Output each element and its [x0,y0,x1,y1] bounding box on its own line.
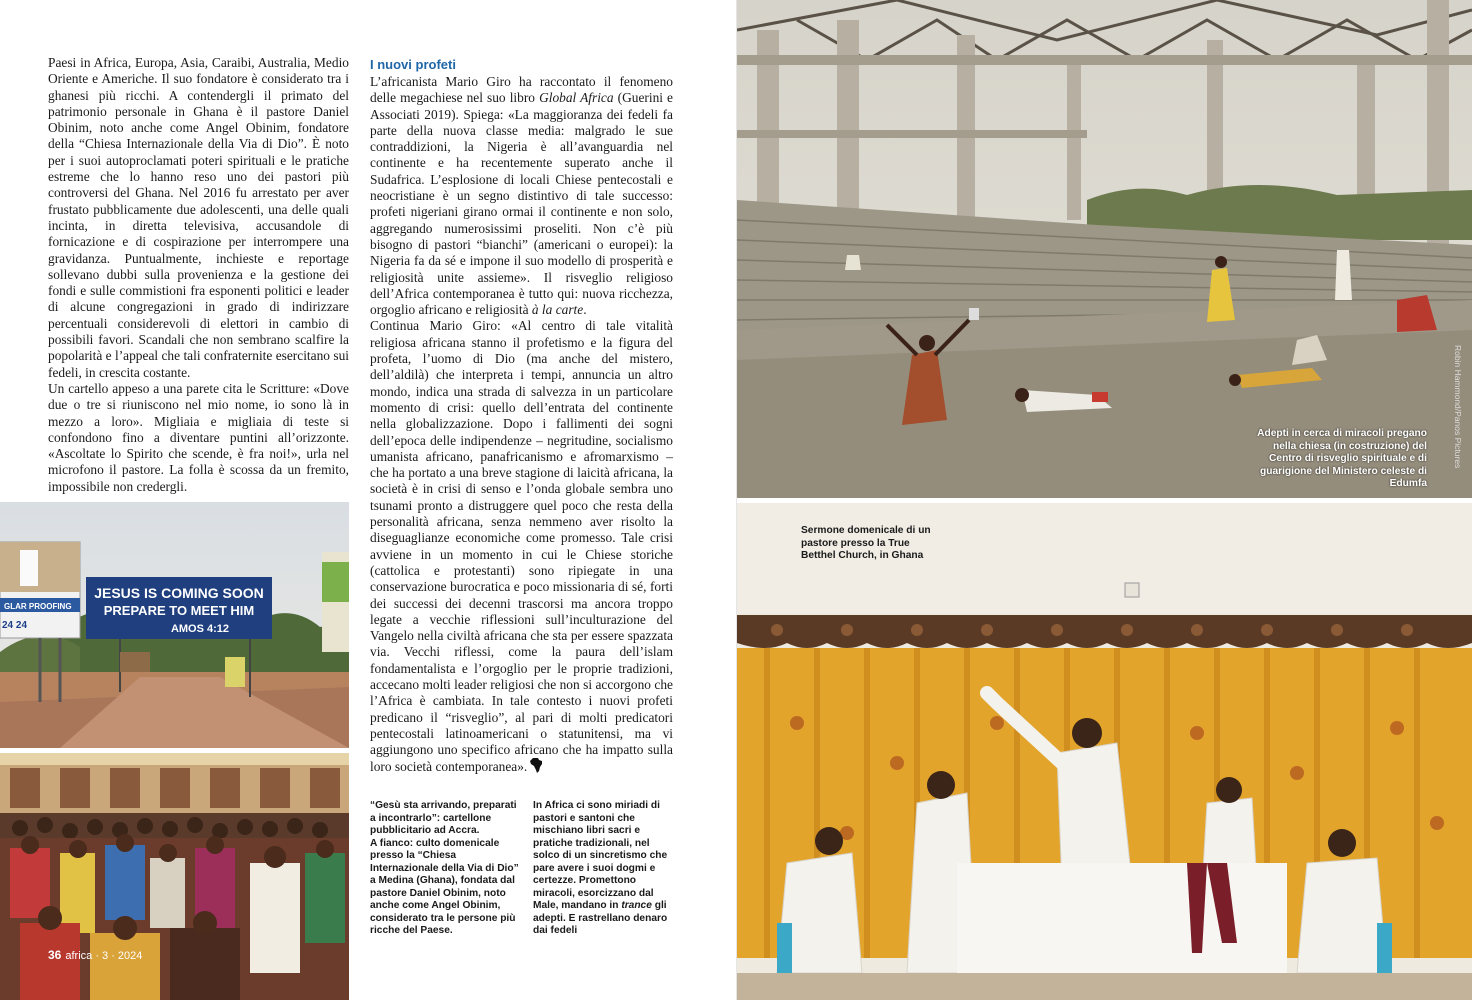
billboard-caption: “Gesù sta arrivando, preparati a incontrarlo”: cartellone pubblicitario ad Accra. A fianco: culto domenicale presso la “Chiesa Internazionale della Via di Dio” a Medina (Ghana), fondata dal pastore Daniel Obinim, noto anche come Angel Obinim, considerato tra le persone più ricche del Paese. [370,800,519,936]
pastors-caption: In Africa ci sono miriadi di pastori e santoni che mischiano libri sacri e pratiche tradizionali, nel solco di un sincretismo che pare avere i suoi dogmi e certezze. Promettono miracoli, esorcizzano dal Male, mandano in trance gli adepti. E rastrellano denaro dai fedeli [533,800,668,936]
billboard-line-2: PREPARE TO MEET HIM [103,603,255,618]
africa-end-mark-icon [530,758,543,773]
billboard-left-sign-text: GLAR PROOFING [4,602,72,611]
issue-label: africa · 3 · 2024 [65,950,143,962]
miracle-seekers-photo [737,0,1472,498]
worship-crowd-photo [0,753,349,1000]
paragraph: Continua Mario Giro: «Al centro di tale vitalità religiosa africana stanno il profetismo e la figura del profeta, l’uomo di Dio (ma anche del mistero, dell’aldilà) che interpreta i tempi, annuncia un altro mondo, indica una strada di salvezza in un particolare momento di crisi: quello dell’entrata del continente nella globalizzazione. Dopo i fallimenti dei sogni dell’epoca delle indipendenze – negritudine, socialismo umanista africano, panafricanismo e afromarxismo – che ha portato a una breve stagione di laicità africana, la società è in crisi di senso e l’onda globale sembra uno tsunami pronto a distruggere quel poco che resta della personalità africana, senza nemmeno aver risolto la diseguaglianze economiche come promesso. Tale crisi avviene in un momento in cui le Chiese storiche (cattolica e protestanti) sono ripiegate in una conservazione burocratica e poco missionaria di sé, forti dei successi dei decenni trascorsi ma ancora troppo legate a vecchie riflessioni sull’inculturazione del Vangelo nella civiltà africana che sta per essere spazzata via. Vecchi riflessi, come la paura dell’islam fondamentalista e l’orgoglio per le proprie tradizioni, accecano molti leader religiosi che non si accorgono che l’Africa è cambiata. In tale contesto i nuovi profeti predicano il “risveglio”, al pari di molti predicatori pentecostali latinoamericani o statunitensi, ma vi aggiungono uno specifico africano che ha impatto sulla loro società contemporanea». [370,318,673,775]
billboard-left-number: 24 24 [2,620,28,631]
left-column-text [48,55,349,495]
paragraph: L’africanista Mario Giro ha raccontato il fenomeno delle megachiese nel suo libro Global Africa (Guerini e Associati 2019). Spiega: «La maggioranza dei fedeli fa parte della nuova classe media: malgrado le sue contraddizioni, la Nigeria è all’avanguardia nel continente e ha recentemente superato anche il Sudafrica. L’esplosione di locali Chiese pentecostali e neocristiane è un segno distintivo di tale successo: profeti nigeriani girano ormai il continente e non solo, aggregando numerosissimi proseliti. Non c’è più bisogno di pastori “bianchi” (americani o europei): la Nigeria fa da sé e impone il suo modello di prosperità e religiosità unite assieme». Il risveglio religioso dell’Africa contemporanea è tutto qui: nuova ricchezza, orgoglio africano e religiosità à la carte. [370,74,673,318]
paragraph: Un cartello appeso a una parete cita le Scritture: «Dove due o tre si riuniscono nel mio nome, io sono là in mezzo a loro». Migliaia e migliaia di teste si confondono fino a diventare puntini all’orizzonte. «Ascoltate lo Spirito che scende, è fra noi!», urla nel microfono il pastore. La folla è scossa da un fremito, impossibile non credergli. [48,380,349,494]
billboard-line-3: AMOS 4:12 [170,623,230,635]
sermon-caption: Sermone domenicale di un pastore presso la True Betthel Church, in Ghana [801,525,931,561]
section-subhead: I nuovi profeti [370,57,456,72]
miracles-caption: Adepti in cerca di miracoli pregano nella chiesa (in costruzione) del Centro di risveglio spirituale e di guarigione del Ministero celeste di Edumfa [1257,428,1427,489]
middle-column-text [370,57,673,776]
sermon-photo [737,503,1472,1000]
photo-credit: Robin Hammond/Panos Pictures [1453,345,1463,469]
paragraph: Paesi in Africa, Europa, Asia, Caraibi, Australia, Medio Oriente e Americhe. Il suo fondatore è considerato tra i ghanesi più ricchi. A contendergli il primato del patrimonio personale in Ghana è il pastore Daniel Obinim, noto anche come Angel Obinim, fondatore della “Chiesa Internazionale della Via di Dio”. È noto per i suoi autoproclamati poteri spirituali e le pratiche estreme che lo hanno reso uno dei pastori più controversi del Ghana. Nel 2016 fu arrestato per aver frustato pubblicamente due adolescenti, una delle quali incinta, in diretta televisiva, accusandole di fornicazione e di cospirazione per interrompere una gravidanza. Puntualmente, inchieste e reportage sollevano dubbi sulla provenienza e la gestione dei fondi e sulle commistioni fra esponenti politici e leader di alcune congregazioni in grado di indirizzare percentuali considerevoli di elettori in cambio di possibili favori. Scandali che non sembrano scalfire la popolarità e l’appeal che tali confraternite esercitano sui fedeli, in crescita costante. [48,55,349,380]
billboard-line-1: JESUS IS COMING SOON [94,585,264,601]
page-folio [48,948,142,962]
billboard-photo [0,502,349,748]
page-number: 36 [48,948,62,962]
